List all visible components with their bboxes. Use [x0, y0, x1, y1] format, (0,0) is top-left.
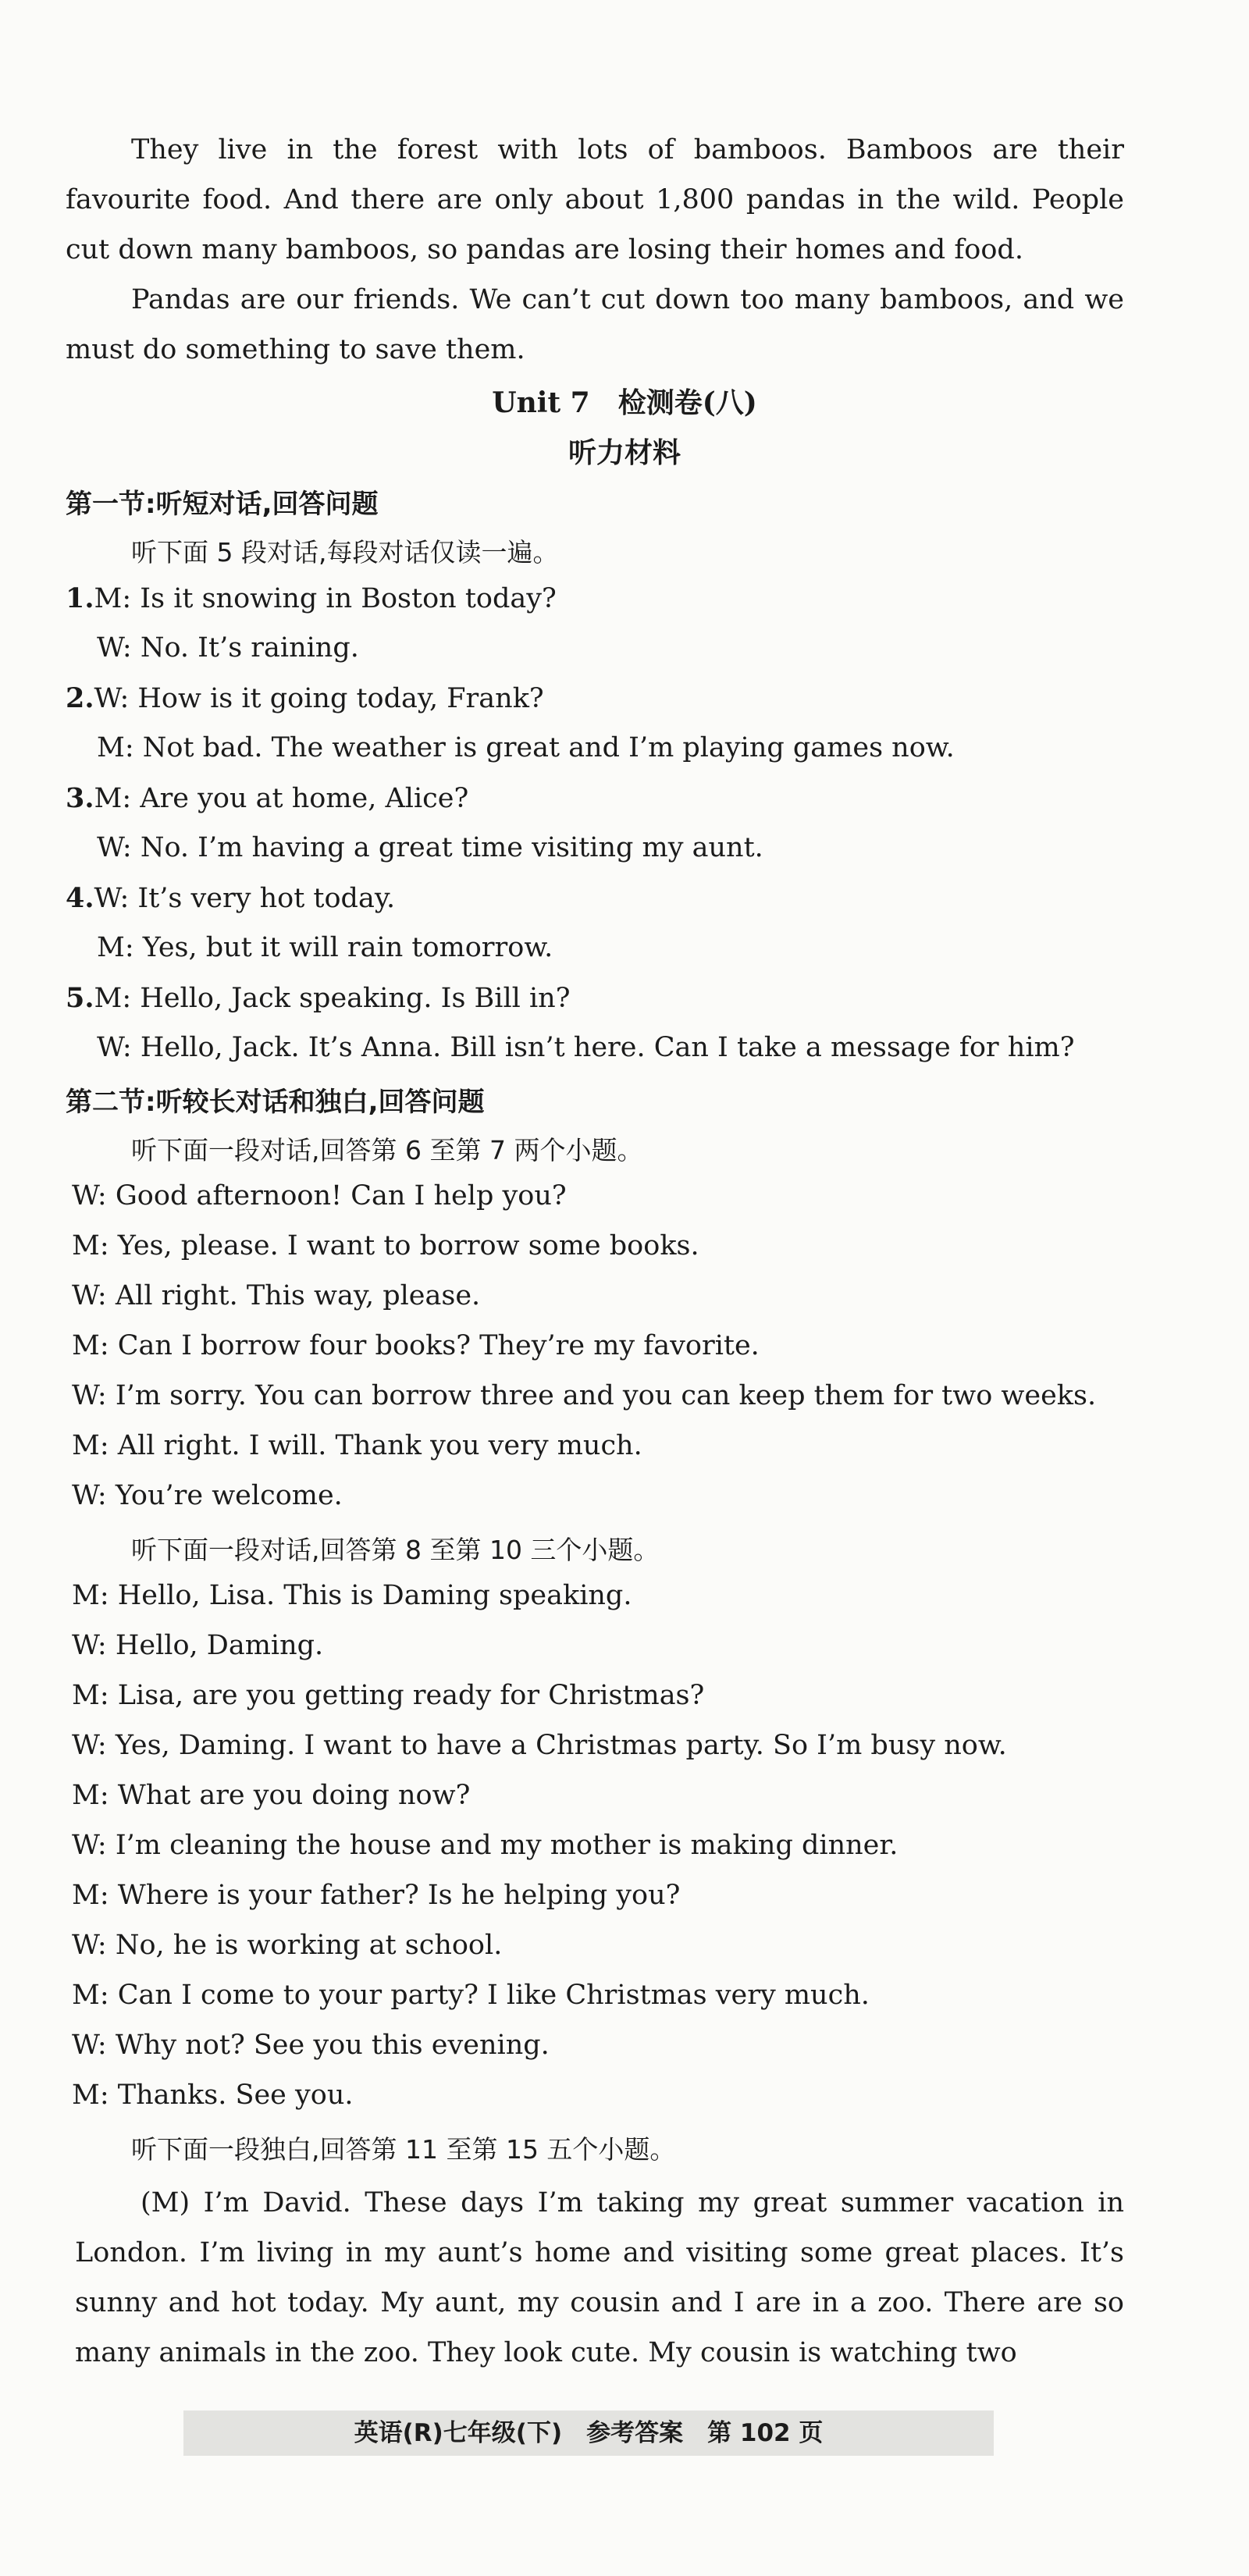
dialog-line [66, 682, 544, 714]
dialog-line [97, 632, 359, 664]
monologue-paragraph: (M) I’m David. These days I’m taking my great summer vacation in London. I’m living in my aunt’s home and visiting some great places. It’s sunny and hot today. My aunt, my cousin and I are in a zoo. There are so many animals in the zoo. They look cute. My cousin is watching two [75, 2187, 1124, 2368]
dialog-line: M: Yes, please. I want to borrow some books. [72, 1230, 699, 1261]
dialog-line [97, 1032, 1074, 1063]
dialog-line: W: Why not? See you this evening. [72, 2030, 550, 2061]
dialog-text: M: Hello, Jack speaking. Is Bill in? [94, 983, 571, 1014]
dialog-line: M: Lisa, are you getting ready for Christmas? [72, 1680, 705, 1711]
section1-instruction: 听下面 5 段对话,每段对话仅读一遍。 [131, 537, 559, 568]
section2-instruction-1: 听下面一段对话,回答第 6 至第 7 两个小题。 [131, 1135, 643, 1165]
material-title: 听力材料 [568, 436, 681, 469]
dialog-line [97, 932, 553, 963]
dialog-text: M: Are you at home, Alice? [94, 783, 469, 814]
dialog-text: W: No. It’s raining. [97, 632, 359, 664]
dialog-line [66, 582, 557, 614]
dialog-line [66, 882, 395, 914]
dialog-line: W: All right. This way, please. [72, 1280, 481, 1311]
dialog-text: W: How is it going today, Frank? [94, 683, 544, 714]
dialog-line: W: Hello, Daming. [72, 1630, 324, 1661]
dialog-line [97, 732, 955, 763]
passage-paragraph-2: Pandas are our friends. We can’t cut down too many bamboos, and we must do something to save them. [66, 284, 1124, 365]
section1-heading: 第一节:听短对话,回答问题 [66, 489, 379, 520]
dialog-line: M: Hello, Lisa. This is Daming speaking. [72, 1580, 632, 1611]
dialog-text: W: No. I’m having a great time visiting my aunt. [97, 832, 763, 863]
dialog-line: M: Where is your father? Is he helping you? [72, 1880, 681, 1911]
passage-paragraph-1: They live in the forest with lots of bamboos. Bamboos are their favourite food. And there are only about 1,800 pandas in the wild. People cut down many bamboos, so pandas are losing their homes and food. [66, 134, 1124, 265]
dialog-text: M: Is it snowing in Boston today? [94, 583, 557, 614]
question-number: 3. [66, 782, 94, 814]
dialog-line: M: All right. I will. Thank you very much. [72, 1430, 642, 1461]
section2-instruction-2: 听下面一段对话,回答第 8 至第 10 三个小题。 [131, 1535, 660, 1565]
question-number: 2. [66, 682, 94, 714]
unit-title: Unit 7 检测卷(八) [492, 386, 757, 419]
page-footer: 英语(R)七年级(下) 参考答案 第 102 页 [183, 2411, 994, 2456]
dialog-line: W: I’m sorry. You can borrow three and you can keep them for two weeks. [72, 1380, 1097, 1411]
dialog-line: W: You’re welcome. [72, 1480, 343, 1511]
dialog-line: M: Can I borrow four books? They’re my favorite. [72, 1330, 760, 1361]
section2-instruction-3: 听下面一段独白,回答第 11 至第 15 五个小题。 [131, 2134, 676, 2165]
dialog-line: W: Good afternoon! Can I help you? [72, 1180, 567, 1212]
dialog-line: W: Yes, Daming. I want to have a Christmas party. So I’m busy now. [72, 1730, 1007, 1761]
dialog-line: W: No, he is working at school. [72, 1930, 503, 1961]
dialog-text: M: Yes, but it will rain tomorrow. [97, 932, 553, 963]
dialog-line [97, 832, 763, 863]
question-number: 1. [66, 582, 94, 614]
dialog-line: M: Thanks. See you. [72, 2080, 354, 2111]
section2-heading: 第二节:听较长对话和独白,回答问题 [66, 1087, 485, 1118]
dialog-text: W: Hello, Jack. It’s Anna. Bill isn’t here. Can I take a message for him? [97, 1032, 1075, 1063]
dialog-line [66, 782, 468, 814]
question-number: 4. [66, 882, 94, 914]
question-number: 5. [66, 982, 94, 1014]
dialog-line: W: I’m cleaning the house and my mother is making dinner. [72, 1830, 898, 1861]
dialog-line [66, 982, 570, 1014]
dialog-text: M: Not bad. The weather is great and I’m playing games now. [97, 732, 955, 763]
dialog-line: M: What are you doing now? [72, 1780, 471, 1811]
dialog-text: W: It’s very hot today. [94, 883, 396, 914]
dialog-line: M: Can I come to your party? I like Christmas very much. [72, 1980, 870, 2011]
